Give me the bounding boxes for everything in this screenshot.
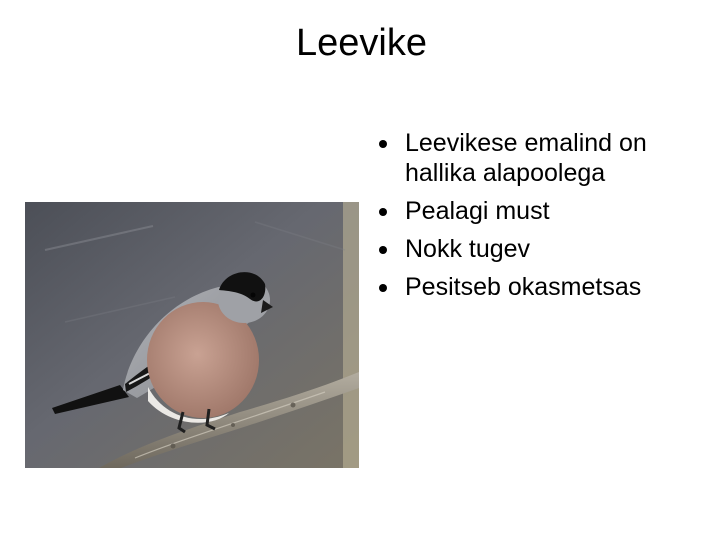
bullet-dot-icon (379, 284, 387, 292)
bullet-dot-icon (379, 208, 387, 216)
bullet-list (378, 128, 718, 310)
bullet-item (378, 234, 718, 264)
bullet-text: Pealagi must (405, 197, 550, 225)
bullet-text: Nokk tugev (405, 235, 531, 263)
bullet-dot-icon (379, 246, 387, 254)
slide-title: Leevike (296, 22, 427, 64)
bullet-item (378, 128, 718, 188)
bullet-text: Pesitseb okasmetsas (405, 273, 642, 301)
bullet-dot-icon (379, 140, 387, 148)
bullfinch-illustration (25, 202, 359, 468)
bullet-text: Leevikese emalind on hallika alapoolega (405, 129, 647, 187)
bullfinch-photo (25, 202, 359, 468)
bullet-item (378, 196, 718, 226)
bird-eye (251, 293, 256, 298)
bullet-item (378, 272, 718, 302)
